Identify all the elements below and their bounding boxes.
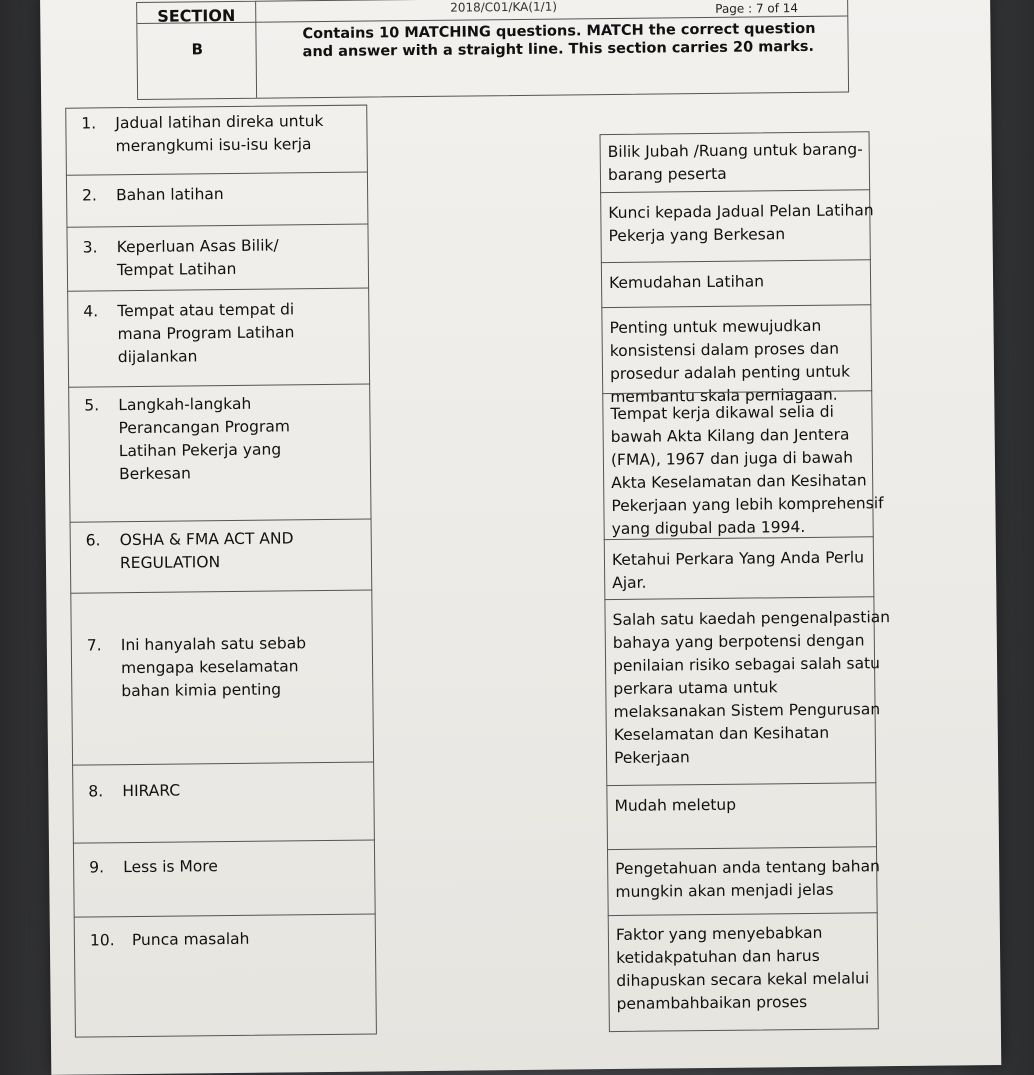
answer-item-8[interactable] — [614, 794, 736, 818]
question-item-10[interactable] — [89, 929, 250, 952]
question-item-6[interactable] — [85, 529, 294, 573]
answer-text-line: Ketahui Perkara Yang Anda Perlu — [611, 548, 865, 570]
question-number: 5. — [84, 396, 100, 415]
question-item-5[interactable] — [84, 394, 291, 484]
question-number: 10. — [89, 931, 115, 950]
answer-text-line: prosedur adalah penting untuk — [609, 362, 851, 384]
answer-text-line: Ajar. — [612, 573, 647, 593]
answer-item-10[interactable] — [616, 921, 870, 1016]
answer-text-line: penambahbaikan proses — [616, 992, 808, 1013]
answer-text-line: Kunci kepada Jadual Pelan Latihan — [608, 201, 874, 223]
answer-text-line: (FMA), 1967 dan juga di bawah — [610, 448, 854, 470]
question-number: 8. — [88, 782, 104, 801]
answer-item-6[interactable] — [612, 546, 865, 595]
answer-text-line: yang digubal pada 1994. — [611, 517, 806, 539]
answer-item-7[interactable] — [612, 606, 891, 770]
document-code: 2018/C01/KA(1/1) — [450, 0, 558, 15]
question-number: 2. — [82, 186, 98, 205]
section-letter: B — [191, 40, 204, 59]
question-text-line: Latihan Pekerja yang — [118, 440, 282, 461]
question-text-line: Langkah-langkah — [118, 394, 252, 415]
answer-text-line: bawah Akta Kilang dan Jentera — [610, 425, 850, 447]
page-number: Page : 7 of 14 — [715, 1, 799, 16]
question-number: 4. — [83, 302, 99, 321]
answer-text-line: ketidakpatuhan dan harus — [616, 946, 820, 967]
answer-item-4[interactable] — [609, 315, 850, 410]
answer-text-line: bahaya yang berpotensi dengan — [612, 631, 865, 653]
question-item-4[interactable] — [83, 300, 295, 367]
question-item-8[interactable] — [88, 780, 181, 803]
question-number: 7. — [86, 636, 102, 655]
question-text-line: Tempat Latihan — [116, 259, 237, 280]
answer-item-2[interactable] — [608, 199, 874, 248]
answer-text-line: perkara utama untuk — [613, 678, 778, 699]
question-text-line: Tempat atau tempat di — [117, 300, 295, 321]
answer-text-line: membantu skala perniagaan. — [610, 385, 838, 407]
question-item-2[interactable] — [82, 184, 224, 207]
question-text-line: Keperluan Asas Bilik/ — [116, 236, 279, 257]
question-text-line: Ini hanyalah satu sebab — [120, 634, 307, 655]
question-text-line: Less is More — [123, 857, 218, 877]
answer-text-line: dihapuskan secara kekal melalui — [616, 969, 870, 990]
exam-paper — [40, 0, 1001, 1075]
answer-item-9[interactable] — [615, 855, 880, 904]
answer-text-line: Faktor yang menyebabkan — [615, 923, 823, 944]
question-number: 6. — [85, 531, 101, 550]
question-text-line: Jadual latihan direka untuk — [115, 112, 324, 133]
answer-text-line: Penting untuk mewujudkan — [609, 316, 822, 338]
answer-text-line: Tempat kerja dikawal selia di — [610, 402, 834, 424]
answer-text-line: Keselamatan dan Kesihatan — [613, 723, 830, 745]
question-text-line: mengapa keselamatan — [120, 657, 299, 678]
answer-text-line: Pekerjaan yang lebih komprehensif — [611, 494, 884, 516]
answer-text-line: Pekerjaan — [613, 748, 690, 768]
question-item-7[interactable] — [86, 634, 307, 701]
question-number: 1. — [81, 114, 97, 133]
question-item-3[interactable] — [82, 236, 279, 280]
question-text-line: Berkesan — [118, 464, 192, 484]
question-text-line: Punca masalah — [131, 929, 250, 950]
answer-text-line: Mudah meletup — [614, 795, 737, 816]
answer-text-line: mungkin akan menjadi jelas — [615, 880, 834, 901]
question-text-line: Bahan latihan — [116, 185, 224, 205]
answer-text-line: penilaian risiko sebagai salah satu — [612, 654, 881, 676]
answer-text-line: Akta Keselamatan dan Kesihatan — [611, 471, 867, 493]
question-item-1[interactable] — [81, 112, 324, 156]
question-text-line: REGULATION — [119, 553, 221, 573]
answer-text-line: melaksanakan Sistem Pengurusan — [613, 700, 881, 722]
answer-text-line: Bilik Jubah /Ruang untuk barang- — [607, 140, 863, 162]
question-text-line: merangkumi isu-isu kerja — [115, 135, 312, 156]
answer-text-line: Salah satu kaedah pengenalpastian — [612, 608, 891, 630]
answer-item-5[interactable] — [610, 400, 884, 541]
question-text-line: bahan kimia penting — [121, 680, 282, 701]
answer-text-line: barang peserta — [607, 164, 727, 185]
question-text-line: OSHA & FMA ACT AND — [119, 529, 294, 550]
section-label: SECTION — [157, 5, 236, 26]
answer-text-line: Pengetahuan anda tentang bahan — [615, 857, 880, 878]
answer-text-line: konsistensi dalam proses dan — [609, 339, 840, 361]
answer-text-line: Pekerja yang Berkesan — [608, 225, 786, 246]
question-text-line: Perancangan Program — [118, 417, 291, 438]
answer-item-1[interactable] — [608, 138, 864, 187]
section-instructions: Contains 10 MATCHING questions. MATCH the correct question and answer with a straight line. This section carries 20 marks. — [302, 20, 816, 61]
question-text-line: dijalankan — [117, 347, 198, 367]
answer-text-line: Kemudahan Latihan — [608, 272, 765, 293]
question-number: 3. — [82, 238, 98, 257]
question-number: 9. — [89, 858, 105, 877]
answer-item-3[interactable] — [609, 270, 764, 295]
question-item-9[interactable] — [89, 856, 218, 879]
question-text-line: HIRARC — [122, 781, 181, 801]
question-text-line: mana Program Latihan — [117, 323, 295, 344]
section-header — [136, 0, 849, 100]
